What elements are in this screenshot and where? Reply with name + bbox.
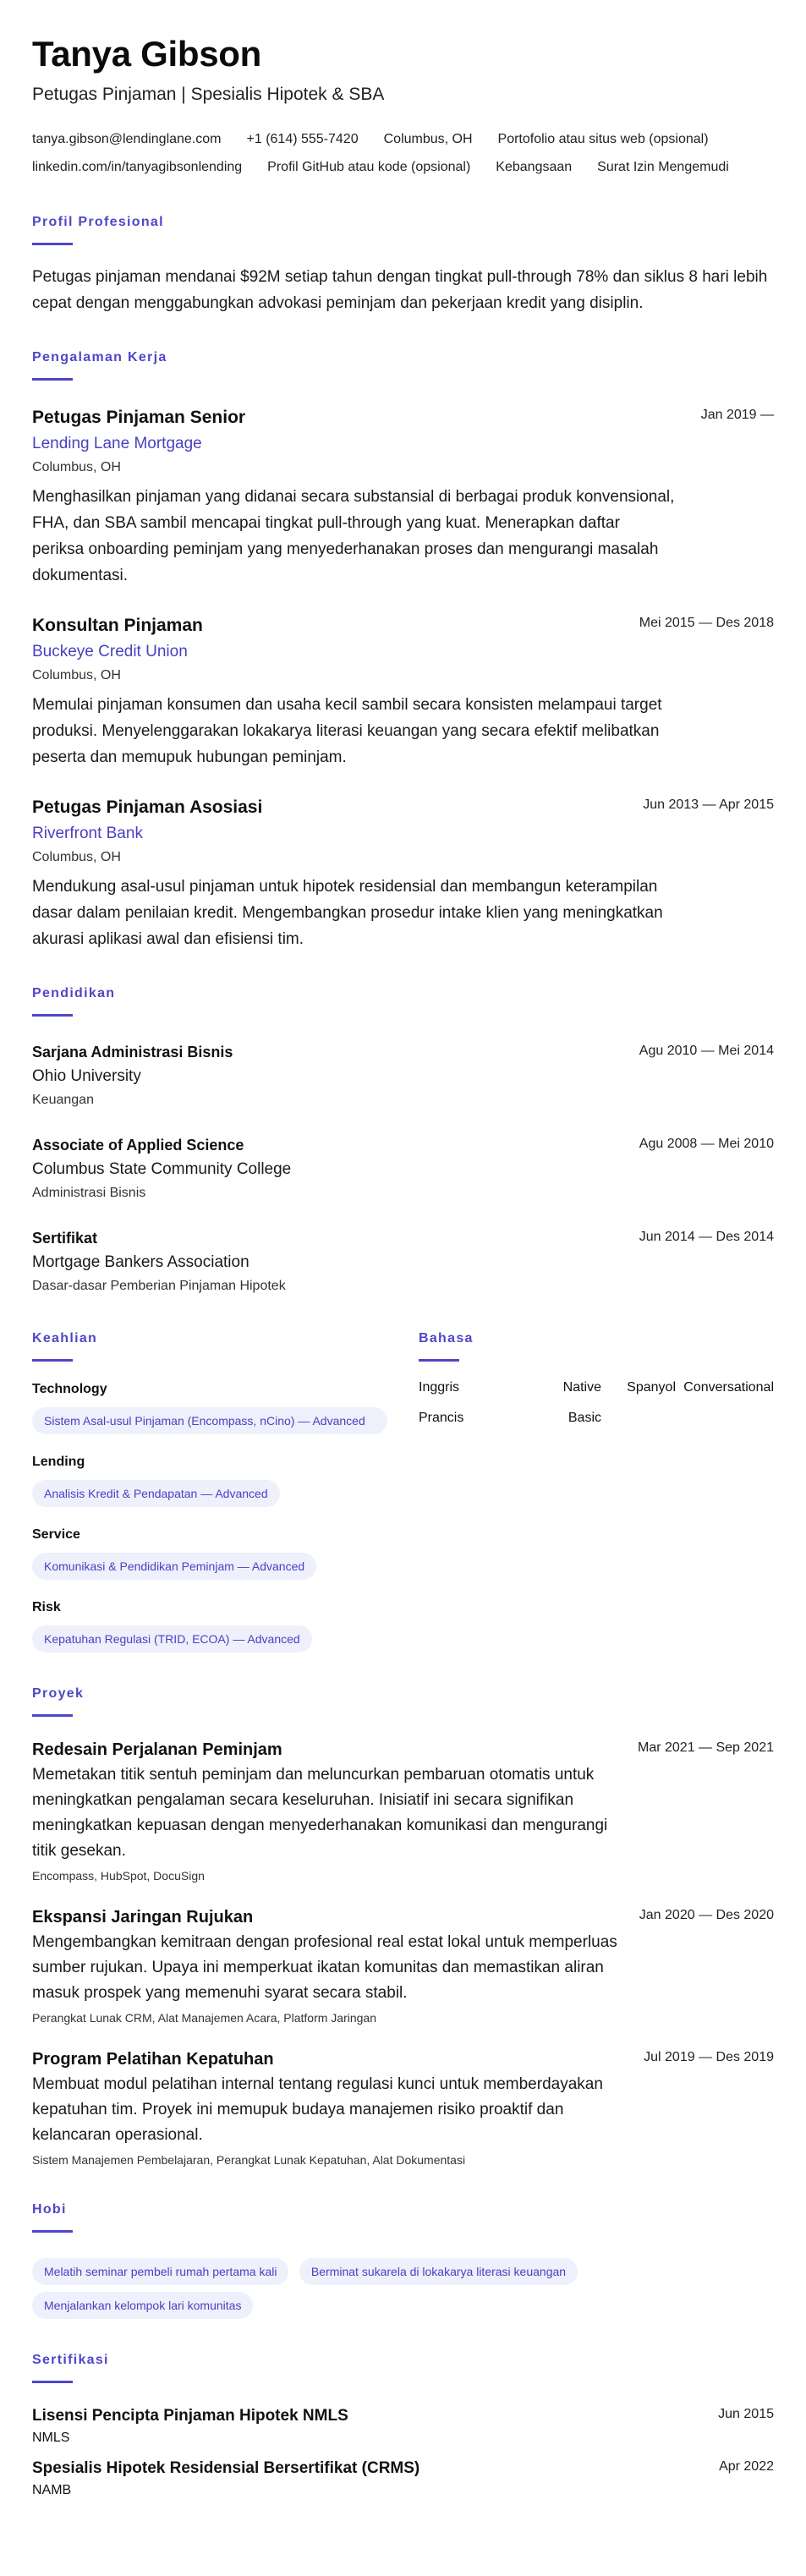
job-company: Lending Lane Mortgage xyxy=(32,435,202,452)
education-field: Administrasi Bisnis xyxy=(32,1186,146,1200)
job-dates: Mei 2015 — Des 2018 xyxy=(639,616,774,630)
profile-section xyxy=(32,213,774,316)
section-title: Hobi xyxy=(32,2202,67,2217)
skill-chip: Komunikasi & Pendidikan Peminjam — Advanced xyxy=(32,1553,316,1580)
certification-date: Jun 2015 xyxy=(718,2407,774,2421)
section-title: Pendidikan xyxy=(32,986,116,1000)
skills-languages-row xyxy=(32,1329,774,1652)
skill-category: Risk xyxy=(32,1600,61,1614)
language-level: Conversational xyxy=(683,1380,774,1395)
contact-location: Columbus, OH xyxy=(383,132,473,146)
project-title: Redesain Perjalanan Peminjam xyxy=(32,1740,282,1759)
projects-section xyxy=(32,1685,774,2168)
project-dates: Jul 2019 — Des 2019 xyxy=(644,2050,774,2064)
certification-issuer: NAMB xyxy=(32,2483,72,2497)
project-title: Ekspansi Jaringan Rujukan xyxy=(32,1908,254,1927)
education-dates: Jun 2014 — Des 2014 xyxy=(639,1230,774,1244)
hobby-chip: Melatih seminar pembeli rumah pertama kali xyxy=(32,2258,288,2285)
language-level: Native xyxy=(562,1380,601,1395)
language-level: Basic xyxy=(567,1411,601,1425)
section-title: Bahasa xyxy=(419,1331,474,1346)
education-degree: Sarjana Administrasi Bisnis xyxy=(32,1044,233,1061)
job-company: Buckeye Credit Union xyxy=(32,643,188,660)
certification-entry xyxy=(32,2405,774,2447)
profile-summary: Petugas pinjaman mendanai $92M setiap tahun dengan tingkat pull-through 78% dan siklus 8 hari lebih cepat dengan menggabungkan advokasi peminjam dan pekerjaan kredit yang disiplin. xyxy=(32,268,768,312)
skills-section xyxy=(32,1329,419,1652)
section-divider xyxy=(32,1714,73,1717)
project-description: Membuat modul pelatihan internal tentang regulasi kunci untuk memberdayakan kepatuhan tim. Proyek ini memupuk budaya manajemen risiko proaktif dan kelancaran operasional. xyxy=(32,2075,603,2144)
job-entry xyxy=(32,796,774,952)
education-institution: Ohio University xyxy=(32,1067,141,1085)
job-entry xyxy=(32,614,774,770)
certification-entry xyxy=(32,2458,774,2500)
project-description: Mengembangkan kemitraan dengan profesional real estat lokal untuk memperluas sumber rujukan. Upaya ini memperkuat ikatan komunitas dan memastikan aliran masuk prospek yang memenuhi syarat secara stabil. xyxy=(32,1933,617,2002)
education-institution: Mortgage Bankers Association xyxy=(32,1253,249,1271)
job-title: Petugas Pinjaman Senior xyxy=(32,408,246,427)
contact-nationality: Kebangsaan xyxy=(496,160,573,174)
certification-title: Spesialis Hipotek Residensial Bersertifikat (CRMS) xyxy=(32,2459,420,2477)
contact-drivers-license: Surat Izin Mengemudi xyxy=(597,160,729,174)
section-title: Profil Profesional xyxy=(32,215,164,229)
job-description: Menghasilkan pinjaman yang didanai secara substansial di berbagai produk konvensional, FHA, dan SBA sambil mencapai tingkat pull-through yang kuat. Menerapkan daftar periksa onboarding peminjam yang menyederhanakan proses dan mengurangi masalah dokumentasi. xyxy=(32,488,675,584)
hobbies-section xyxy=(32,2201,774,2319)
job-company: Riverfront Bank xyxy=(32,825,143,842)
section-title: Keahlian xyxy=(32,1331,98,1346)
project-tech: Encompass, HubSpot, DocuSign xyxy=(32,1869,205,1883)
project-entry xyxy=(32,2048,774,2168)
certifications-section xyxy=(32,2351,774,2500)
languages-section xyxy=(419,1329,774,1652)
skill-category: Lending xyxy=(32,1455,85,1469)
language-name: Prancis xyxy=(419,1411,464,1425)
project-tech: Perangkat Lunak CRM, Alat Manajemen Acara, Platform Jaringan xyxy=(32,2011,376,2025)
language-name: Spanyol xyxy=(627,1380,676,1395)
certification-issuer: NMLS xyxy=(32,2431,70,2445)
certification-title: Lisensi Pencipta Pinjaman Hipotek NMLS xyxy=(32,2407,348,2425)
candidate-name: Tanya Gibson xyxy=(32,34,261,74)
project-entry xyxy=(32,1739,774,1884)
experience-section xyxy=(32,348,774,952)
job-entry xyxy=(32,406,774,589)
hobby-list xyxy=(32,2251,658,2319)
resume-header xyxy=(32,32,774,181)
education-dates: Agu 2010 — Mei 2014 xyxy=(639,1044,774,1058)
contact-github[interactable]: Profil GitHub atau kode (opsional) xyxy=(267,160,471,174)
hobby-chip: Menjalankan kelompok lari komunitas xyxy=(32,2292,253,2319)
section-divider xyxy=(32,378,73,381)
section-divider xyxy=(32,1014,73,1017)
job-title: Konsultan Pinjaman xyxy=(32,616,203,635)
language-list xyxy=(419,1380,774,1426)
project-entry xyxy=(32,1906,774,2026)
education-degree: Sertifikat xyxy=(32,1230,98,1247)
contact-linkedin[interactable]: linkedin.com/in/tanyagibsonlending xyxy=(32,160,243,174)
job-location: Columbus, OH xyxy=(32,460,121,474)
job-title: Petugas Pinjaman Asosiasi xyxy=(32,797,263,817)
section-title: Sertifikasi xyxy=(32,2353,109,2367)
certification-date: Apr 2022 xyxy=(719,2459,774,2474)
job-dates: Jun 2013 — Apr 2015 xyxy=(643,797,774,812)
project-title: Program Pelatihan Kepatuhan xyxy=(32,2050,274,2069)
job-description: Mendukung asal-usul pinjaman untuk hipotek residensial dan membangun keterampilan dasar dalam penilaian kredit. Mengembangkan prosedur intake klien yang meningkatkan akurasi aplikasi awal dan efisiensi tim. xyxy=(32,878,663,948)
education-dates: Agu 2008 — Mei 2010 xyxy=(639,1137,774,1151)
education-field: Dasar-dasar Pemberian Pinjaman Hipotek xyxy=(32,1279,286,1293)
skill-category: Technology xyxy=(32,1382,107,1396)
job-description: Memulai pinjaman konsumen dan usaha kecil sambil secara konsisten melampaui target produksi. Menyelenggarakan lokakarya literasi keuangan yang secara efektif melibatkan peserta dan memupuk hubungan peminjam. xyxy=(32,696,662,766)
education-field: Keuangan xyxy=(32,1093,94,1107)
contact-email[interactable]: tanya.gibson@lendinglane.com xyxy=(32,132,222,146)
project-dates: Mar 2021 — Sep 2021 xyxy=(638,1740,774,1755)
project-description: Memetakan titik sentuh peminjam dan meluncurkan pembaruan otomatis untuk meningkatkan pengalaman secara keseluruhan. Inisiatif ini secara signifikan meningkatkan kepuasan dengan menyederhanakan komunikasi dan mengurangi titik gesekan. xyxy=(32,1766,608,1860)
contact-portfolio[interactable]: Portofolio atau situs web (opsional) xyxy=(497,132,709,146)
language-name: Inggris xyxy=(419,1380,460,1395)
skill-chip: Kepatuhan Regulasi (TRID, ECOA) — Advanced xyxy=(32,1625,312,1652)
education-section xyxy=(32,984,774,1296)
project-dates: Jan 2020 — Des 2020 xyxy=(639,1908,774,1922)
job-dates: Jan 2019 — xyxy=(700,408,774,422)
education-institution: Columbus State Community College xyxy=(32,1160,292,1178)
job-location: Columbus, OH xyxy=(32,850,121,864)
section-title: Proyek xyxy=(32,1686,85,1701)
section-title: Pengalaman Kerja xyxy=(32,350,167,364)
section-divider xyxy=(32,2230,73,2233)
section-divider xyxy=(32,2381,73,2383)
contact-list xyxy=(32,125,776,181)
section-divider xyxy=(32,243,73,245)
project-tech: Sistem Manajemen Pembelajaran, Perangkat Lunak Kepatuhan, Alat Dokumentasi xyxy=(32,2153,466,2167)
section-divider xyxy=(32,1359,73,1362)
job-location: Columbus, OH xyxy=(32,668,121,682)
skill-category: Service xyxy=(32,1527,80,1542)
education-entry xyxy=(32,1042,774,1110)
candidate-headline: Petugas Pinjaman | Spesialis Hipotek & SBA xyxy=(32,85,385,104)
education-degree: Associate of Applied Science xyxy=(32,1137,244,1154)
contact-phone[interactable]: +1 (614) 555-7420 xyxy=(246,132,359,146)
education-entry xyxy=(32,1135,774,1203)
skill-chip: Analisis Kredit & Pendapatan — Advanced xyxy=(32,1480,280,1507)
hobby-chip: Berminat sukarela di lokakarya literasi keuangan xyxy=(299,2258,578,2285)
skill-chip: Sistem Asal-usul Pinjaman (Encompass, nCino) — Advanced xyxy=(32,1407,387,1434)
education-entry xyxy=(32,1228,774,1296)
section-divider xyxy=(419,1359,459,1362)
